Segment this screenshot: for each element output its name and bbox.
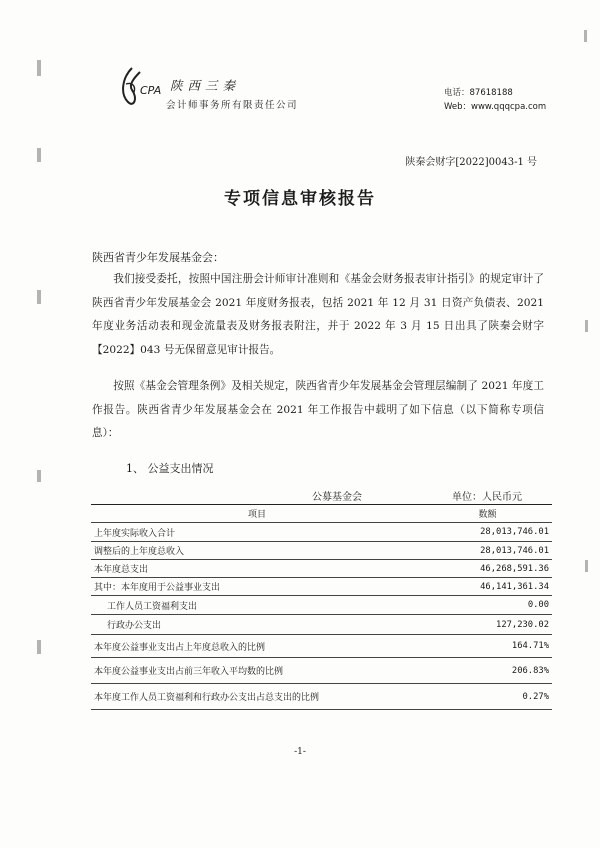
row-value: 46,268,591.36 bbox=[423, 560, 552, 578]
table-row bbox=[91, 635, 552, 658]
firm-name: 陕西三秦 bbox=[170, 78, 241, 93]
row-value: 0.00 bbox=[423, 596, 552, 615]
scan-mark bbox=[37, 60, 41, 76]
row-value: 46,141,361.34 bbox=[423, 578, 552, 596]
row-label: 本年度工作人员工资福利和行政办公支出占总支出的比例 bbox=[91, 684, 423, 710]
table-row bbox=[91, 596, 552, 615]
table-row bbox=[91, 658, 552, 684]
table-row bbox=[91, 523, 552, 542]
report-title: 专项信息审核报告 bbox=[224, 189, 376, 209]
row-label: 本年度公益事业支出占前三年收入平均数的比例 bbox=[91, 658, 423, 684]
row-label: 工作人员工资福利支出 bbox=[91, 596, 423, 615]
scan-mark bbox=[585, 320, 588, 332]
row-label: 调整后的上年度总收入 bbox=[91, 542, 423, 560]
row-label: 其中：本年度用于公益事业支出 bbox=[91, 578, 423, 596]
page-number: -1- bbox=[294, 747, 306, 757]
row-label: 行政办公支出 bbox=[91, 615, 423, 635]
table-caption: 公募基金会 bbox=[312, 492, 362, 503]
scan-mark bbox=[37, 640, 41, 654]
table-row bbox=[91, 560, 552, 578]
paragraph-engagement: 我们接受委托，按照中国注册会计师审计准则和《基金会财务报表审计指引》的规定审计了陕西省青少年发展基金会 2021 年度财务报表，包括 2021 年 12 月 31 日资产负债表、2021 年度业务活动表和现金流量表及财务报表附注，并于 2022 年 3 月 15 日出具了陕秦会财字【2022】043 号无保留意见审计报告。 bbox=[92, 273, 544, 356]
row-value: 164.71% bbox=[423, 635, 552, 658]
row-value: 28,013,746.01 bbox=[423, 523, 552, 542]
paragraph-scope: 按照《基金会管理条例》及相关规定，陕西省青少年发展基金会管理层编制了 2021 年度工作报告。陕西省青少年发展基金会在 2021 年工作报告中载明了如下信息（以下简称专项信息）： bbox=[92, 380, 544, 439]
column-header-item: 项目 bbox=[91, 505, 423, 523]
row-value: 206.83% bbox=[423, 658, 552, 684]
row-value: 127,230.02 bbox=[423, 615, 552, 635]
scan-mark bbox=[37, 470, 41, 482]
table-row bbox=[91, 578, 552, 596]
website: Web：www.qqqcpa.com bbox=[444, 102, 547, 112]
row-value: 28,013,746.01 bbox=[423, 542, 552, 560]
firm-full-name: 会计师事务所有限责任公司 bbox=[166, 100, 299, 111]
table-row bbox=[91, 542, 552, 560]
column-header-amount: 数额 bbox=[423, 505, 552, 523]
row-label: 本年度公益事业支出占上年度总收入的比例 bbox=[91, 635, 423, 658]
scan-mark bbox=[585, 560, 588, 572]
phone-number: 电话：87618188 bbox=[444, 88, 513, 98]
row-label: 本年度总支出 bbox=[91, 560, 423, 578]
row-label: 上年度实际收入合计 bbox=[91, 523, 423, 542]
section-heading: 1、 公益支出情况 bbox=[126, 462, 214, 475]
salutation: 陕西省青少年发展基金会： bbox=[92, 251, 224, 264]
scan-mark bbox=[584, 30, 587, 42]
table-row bbox=[91, 684, 552, 710]
svg-text:CPA: CPA bbox=[140, 84, 162, 97]
cpa-logo bbox=[118, 64, 168, 108]
document-number: 陕秦会财字[2022]0043-1 号 bbox=[405, 157, 537, 168]
scan-mark bbox=[37, 148, 41, 162]
row-value: 0.27% bbox=[423, 684, 552, 710]
table-unit: 单位：人民币元 bbox=[452, 492, 522, 503]
scan-mark bbox=[37, 290, 41, 304]
table-row bbox=[91, 615, 552, 635]
expenditure-table bbox=[91, 504, 552, 710]
